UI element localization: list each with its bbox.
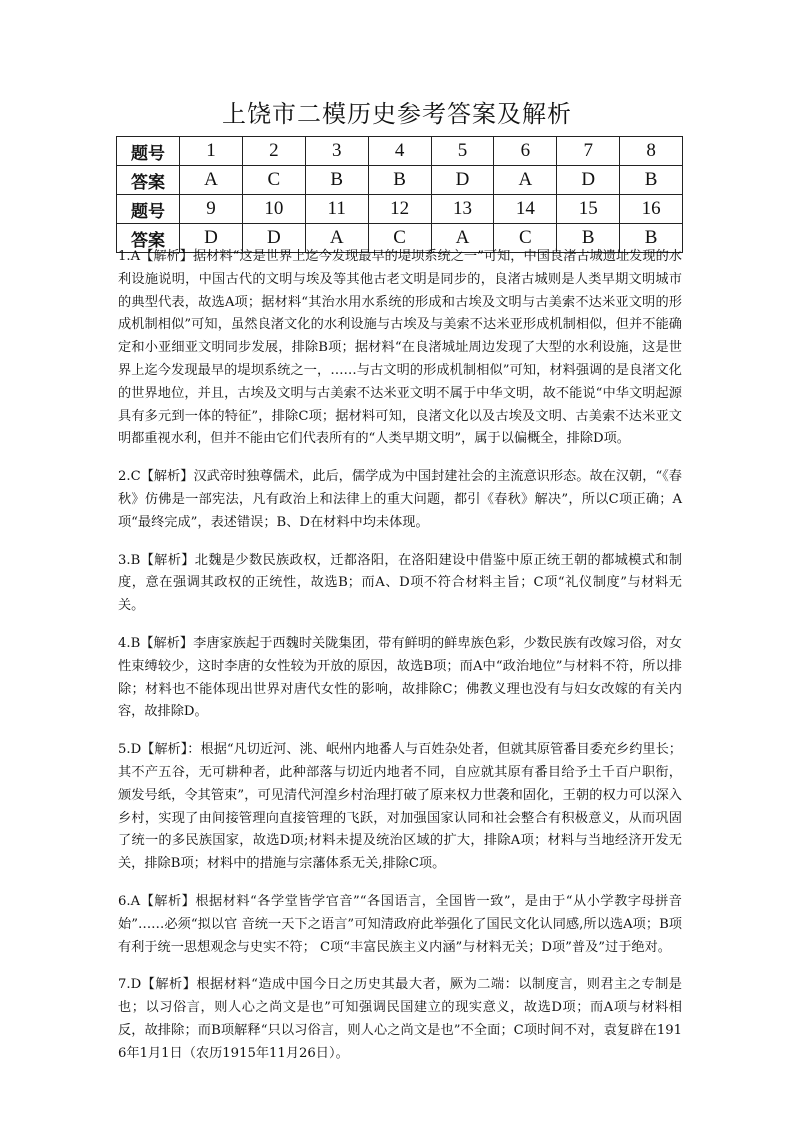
explanation-1: 1.A【解析】据材料“这是世界上迄今发现最早的堤坝系统之一”可知，中国良渚古城遗址发现的水利设施说明，中国古代的文明与埃及等其他古老文明是同步的，良渚古城则是人类早期文明城市的典型代表，故选A项；据材料“其治水用水系统的形成和古埃及文明与古美索不达米亚文明的形成机制相似”可知，虽然良渚文化的水利设施与古埃及与美索不达米亚形成机制相似，但并不能确定和小亚细亚文明同步发展，排除B项；据材料“在良渚城址周边发现了大型的水利设施，这是世界上迄今发现最早的堤坝系统之一，……与古文明的形成机制相似”可知，材料强调的是良渚文化的世界地位，并且，古埃及文明与古美索不达米亚文明不属于中华文明，故不能说“中华文明起源具有多元到一体的特征”，排除C项；据材料可知，良渚文化以及古埃及文明、古美索不达米亚文明都重视水利，但并不能由它们代表所有的“人类早期文明”，属于以偏概全，排除D项。 [118,249,682,447]
answer-table-cell: A [180,166,243,195]
answer-table-cell: B [368,166,431,195]
answer-table-cell: B [557,224,620,253]
page-title: 上饶市二模历史参考答案及解析 [222,100,572,128]
answer-table-cell: 4 [368,137,431,166]
answer-table-cell: D [431,166,494,195]
answer-table-cell: 14 [494,195,557,224]
answer-table-row-label: 答案 [117,166,180,195]
explanation-5: 5.D【解析】：根据“凡切近河、洮、岷州内地番人与百姓杂处者，但就其原管番目委充乡约里长；其不产五谷，无可耕种者，此种部落与切近内地者不同，自应就其原有番目给予土千百户职衔，颁发号纸，令其管束”，可见清代河湟乡村治理打破了原来权力世袭和固化，王朝的权力可以深入乡村，实现了由间接管理向直接管理的飞跃，对加强国家认同和社会整合有积极意义，从而巩固了统一的多民族国家，故选D项;材料未提及统治区域的扩大，排除A项；材料与当地经济开发无关，排除B项；材料中的措施与宗藩体系无关,排除C项。 [118,742,682,872]
explanation-section [118,246,682,1081]
answer-table-cell: C [242,166,305,195]
answer-table-cell: D [242,224,305,253]
answer-table-cell: 8 [620,137,683,166]
answer-table-row-label: 题号 [117,195,180,224]
answer-table-row [117,166,683,195]
answer-table-cell: 9 [180,195,243,224]
answer-table-row-label: 题号 [117,137,180,166]
answer-table [116,136,683,253]
answer-table-row-label: 答案 [117,224,180,253]
answer-table-cell: 7 [557,137,620,166]
answer-table-cell: 6 [494,137,557,166]
answer-table-cell: B [305,166,368,195]
answer-table-cell: A [305,224,368,253]
answer-table-cell: 10 [242,195,305,224]
answer-table-cell: A [431,224,494,253]
answer-table-row [117,137,683,166]
answer-table-cell: 1 [180,137,243,166]
explanation-2: 2.C【解析】汉武帝时独尊儒术，此后，儒学成为中国封建社会的主流意识形态。故在汉朝，“《春秋》仿佛是一部宪法，凡有政治上和法律上的重大问题，都引《春秋》解决”，所以C项正确；A项“最终完成”，表述错误；B、D在材料中均未体现。 [118,469,682,530]
answer-table-cell: B [620,224,683,253]
explanation-4: 4.B【解析】李唐家族起于西魏时关陇集团，带有鲜明的鲜卑族色彩，少数民族有改嫁习俗，对女性束缚较少，这时李唐的女性较为开放的原因，故选B项；而A中“政治地位”与材料不符，所以排除；材料也不能体现出世界对唐代女性的影响，故排除C；佛教义理也没有与妇女改嫁的有关内容，故排除D。 [118,635,682,720]
answer-table-cell: 15 [557,195,620,224]
explanation-7: 7.D【解析】根据材料“造成中国今日之历史其最大者，厥为二端：以制度言，则君主之专制是也；以习俗言，则人心之尚文是也”可知强调民国建立的现实意义，故选D项；而A项与材料相反，故排除；而B项解释“只以习俗言，则人心之尚文是也”不全面；C项时间不对，袁复辟在1916年1月1日（农历1915年11月26日）。 [118,977,682,1061]
explanation-6: 6.A【解析】根据材料“各学堂皆学官音”“各国语言，全国皆一致”，是由于“从小学教字母拼音始”……必须“拟以官 音统一天下之语言”可知清政府此举强化了国民文化认同感,所以选A项；B项有利于统一思想观念与史实不符； C项“丰富民族主义内涵”与材料无关；D项”普及”过于绝对。 [118,893,682,955]
answer-table-cell: 16 [620,195,683,224]
answer-table-cell: C [368,224,431,253]
answer-table-cell: 12 [368,195,431,224]
answer-table-cell: A [494,166,557,195]
answer-table-row [117,195,683,224]
answer-table-cell: D [557,166,620,195]
answer-table-cell: 13 [431,195,494,224]
answer-table-cell: D [180,224,243,253]
answer-table-cell: B [620,166,683,195]
explanation-3: 3.B【解析】北魏是少数民族政权，迁都洛阳，在洛阳建设中借鉴中原正统王朝的都城模式和制度，意在强调其政权的正统性，故选B；而A、D项不符合材料主旨；C项“礼仪制度”与材料无关。 [118,552,682,614]
answer-table-cell: 3 [305,137,368,166]
answer-table-cell: C [494,224,557,253]
answer-table-cell: 5 [431,137,494,166]
answer-table-cell: 11 [305,195,368,224]
answer-table-cell: 2 [242,137,305,166]
